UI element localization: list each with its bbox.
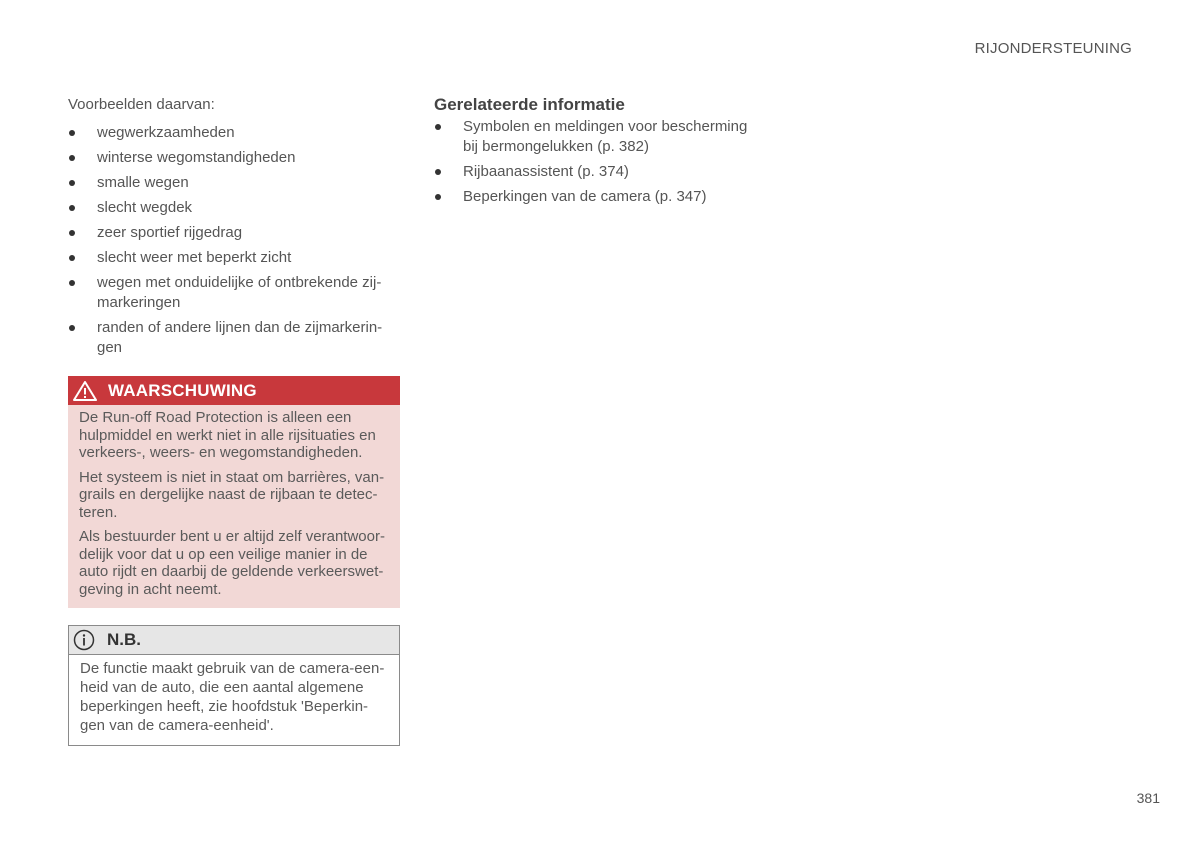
bullet-dot-icon	[69, 230, 75, 236]
note-title: N.B.	[107, 630, 141, 649]
example-item-text: slecht wegdek	[97, 199, 193, 216]
bullet-dot-icon	[69, 180, 75, 186]
example-item	[68, 173, 400, 193]
bullet-dot-icon	[69, 130, 75, 136]
example-item-text: wegen met onduidelijke of ontbrekende zij-	[97, 274, 382, 291]
bullet-dot-icon	[435, 194, 441, 200]
related-link-text: Beperkingen van de camera (p. 347)	[463, 188, 707, 205]
warning-line: Het systeem is niet in staat om barrières, van-	[79, 468, 385, 486]
bullet-dot-icon	[69, 255, 75, 261]
warning-line: hulpmiddel en werkt niet in alle rijsituaties en	[79, 426, 376, 444]
warning-header	[68, 376, 400, 405]
examples-list	[68, 123, 400, 358]
note-line: De functie maakt gebruik van de camera-een-	[80, 660, 385, 677]
note-header	[69, 626, 399, 655]
example-item-text: winterse wegomstandigheden	[97, 149, 296, 166]
warning-line: delijk voor dat u op een veilige manier in de	[79, 545, 368, 563]
related-link-text: bij bermongelukken (p. 382)	[463, 138, 649, 155]
example-item-text: gen	[97, 339, 123, 356]
section-header: RIJONDERSTEUNING	[974, 40, 1132, 57]
related-link[interactable]	[434, 162, 764, 182]
bullet-dot-icon	[69, 205, 75, 211]
example-item-text: zeer sportief rijgedrag	[97, 224, 243, 241]
example-item	[68, 223, 400, 243]
example-item	[68, 123, 400, 143]
note-line: beperkingen heeft, zie hoofdstuk 'Beperkin-	[80, 698, 369, 715]
note-line: heid van de auto, die een aantal algemene	[80, 679, 364, 696]
left-column	[68, 95, 400, 746]
example-item	[68, 248, 400, 268]
related-link[interactable]	[434, 187, 764, 207]
example-item	[68, 148, 400, 168]
note-body	[69, 655, 399, 745]
warning-line: verkeers-, weers- en wegomstandigheden.	[79, 444, 363, 461]
warning-paragraph	[79, 409, 389, 462]
warning-triangle-icon	[72, 380, 98, 402]
info-circle-icon	[73, 629, 95, 651]
example-item-text: slecht weer met beperkt zicht	[97, 249, 292, 266]
warning-line: teren.	[79, 503, 118, 521]
right-column	[434, 95, 764, 212]
example-item	[68, 198, 400, 218]
example-item-text: smalle wegen	[97, 174, 189, 191]
example-item-text: wegwerkzaamheden	[97, 124, 235, 141]
note-box	[68, 625, 400, 746]
related-link-text: Rijbaanassistent (p. 374)	[463, 163, 629, 180]
bullet-dot-icon	[69, 325, 75, 331]
warning-paragraph	[79, 469, 389, 522]
bullet-dot-icon	[435, 169, 441, 175]
page-number: 381	[1136, 790, 1160, 806]
example-item-text: markeringen	[97, 294, 181, 311]
warning-line: grails en dergelijke naast de rijbaan te detec-	[79, 486, 378, 503]
warning-line: geving in acht neemt.	[79, 580, 222, 598]
related-info-heading: Gerelateerde informatie	[434, 95, 625, 114]
related-link[interactable]	[434, 117, 764, 157]
examples-intro: Voorbeelden daarvan:	[68, 96, 215, 113]
example-item-text: randen of andere lijnen dan de zijmarkerin-	[97, 319, 383, 336]
warning-body	[68, 405, 400, 608]
warning-paragraph	[79, 528, 389, 598]
note-text	[80, 659, 388, 735]
warning-line: auto rijdt en daarbij de geldende verkeerswet-	[79, 563, 384, 580]
bullet-dot-icon	[435, 124, 441, 130]
warning-box	[68, 376, 400, 608]
warning-title: WAARSCHUWING	[108, 380, 257, 400]
related-link-text: Symbolen en meldingen voor bescherming	[463, 118, 748, 135]
example-item	[68, 273, 400, 313]
related-links-list	[434, 117, 764, 207]
bullet-dot-icon	[69, 280, 75, 286]
warning-line: Als bestuurder bent u er altijd zelf verantwoor-	[79, 528, 385, 545]
warning-line: De Run-off Road Protection is alleen een	[79, 409, 352, 426]
example-item	[68, 318, 400, 358]
note-line: gen van de camera-eenheid'.	[80, 717, 274, 734]
bullet-dot-icon	[69, 155, 75, 161]
